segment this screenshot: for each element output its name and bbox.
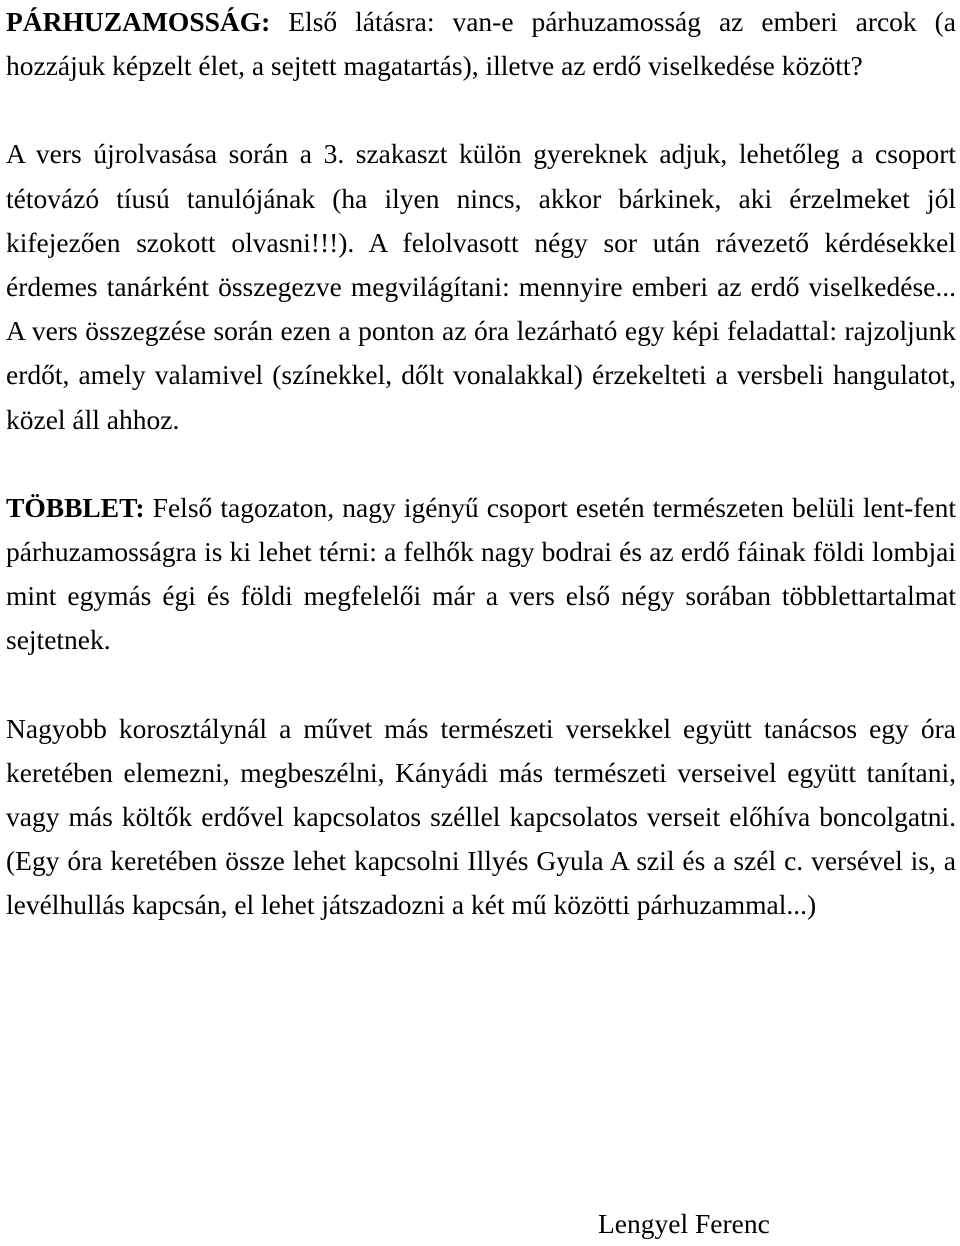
surplus-text: Felső tagozaton, nagy igényű csoport esetén természeten belüli lent-fent párhuzamosságra is ki lehet térni: a felhők nagy bodrai és az erdő fáinak földi lombjai mint egymás égi és földi megfelelői már a vers első négy sorában többlettartalmat sejtetnek. (6, 491, 956, 656)
paragraph-parallelism (6, 0, 956, 88)
older-age-group-text: Nagyobb korosztálynál a művet más természeti versekkel együtt tanácsos egy óra keretében elemezni, megbeszélni, Kányádi más természeti verseivel együtt tanítani, vagy más költők erdővel kapcsolatos széllel kapcsolatos verseit előhíva boncolgatni.(Egy óra keretében össze lehet kapcsolni Illyés Gyula A szil és a szél c. versével is, a levélhullás kapcsán, el lehet játszadozni a két mű közötti párhuzammal...) (6, 712, 956, 921)
paragraph-surplus (6, 486, 956, 663)
author-signature: Lengyel Ferenc (598, 1208, 770, 1239)
surplus-heading: TÖBBLET: (6, 491, 145, 523)
paragraph-older-age-group (6, 707, 956, 928)
parallelism-text: Első látásra: van-e párhuzamosság az emberi arcok (a hozzájuk képzelt élet, a sejtett magatartás), illetve az erdő viselkedése között? (6, 6, 956, 82)
document-page (6, 0, 956, 928)
parallelism-heading: PÁRHUZAMOSSÁG: (6, 6, 271, 37)
rereading-text: A vers újrolvasása során a 3. szakaszt külön gyereknek adjuk, lehetőleg a csoport tétovázó tíusú tanulójának (ha ilyen nincs, akkor bárkinek, aki érzelmeket jól kifejezően szokott olvasni!!!). A felolvasott négy sor után rávezető kérdésekkel érdemes tanárként összegezve megvilágítani: mennyire emberi az erdő viselkedése... A vers összegzése során ezen a ponton az óra lezárható egy képi feladattal: rajzoljunk erdőt, amely valamivel (színekkel, dőlt vonalakkal) érzekelteti a versbeli hangulatot, közel áll ahhoz. (6, 138, 956, 435)
paragraph-rereading (6, 132, 956, 441)
